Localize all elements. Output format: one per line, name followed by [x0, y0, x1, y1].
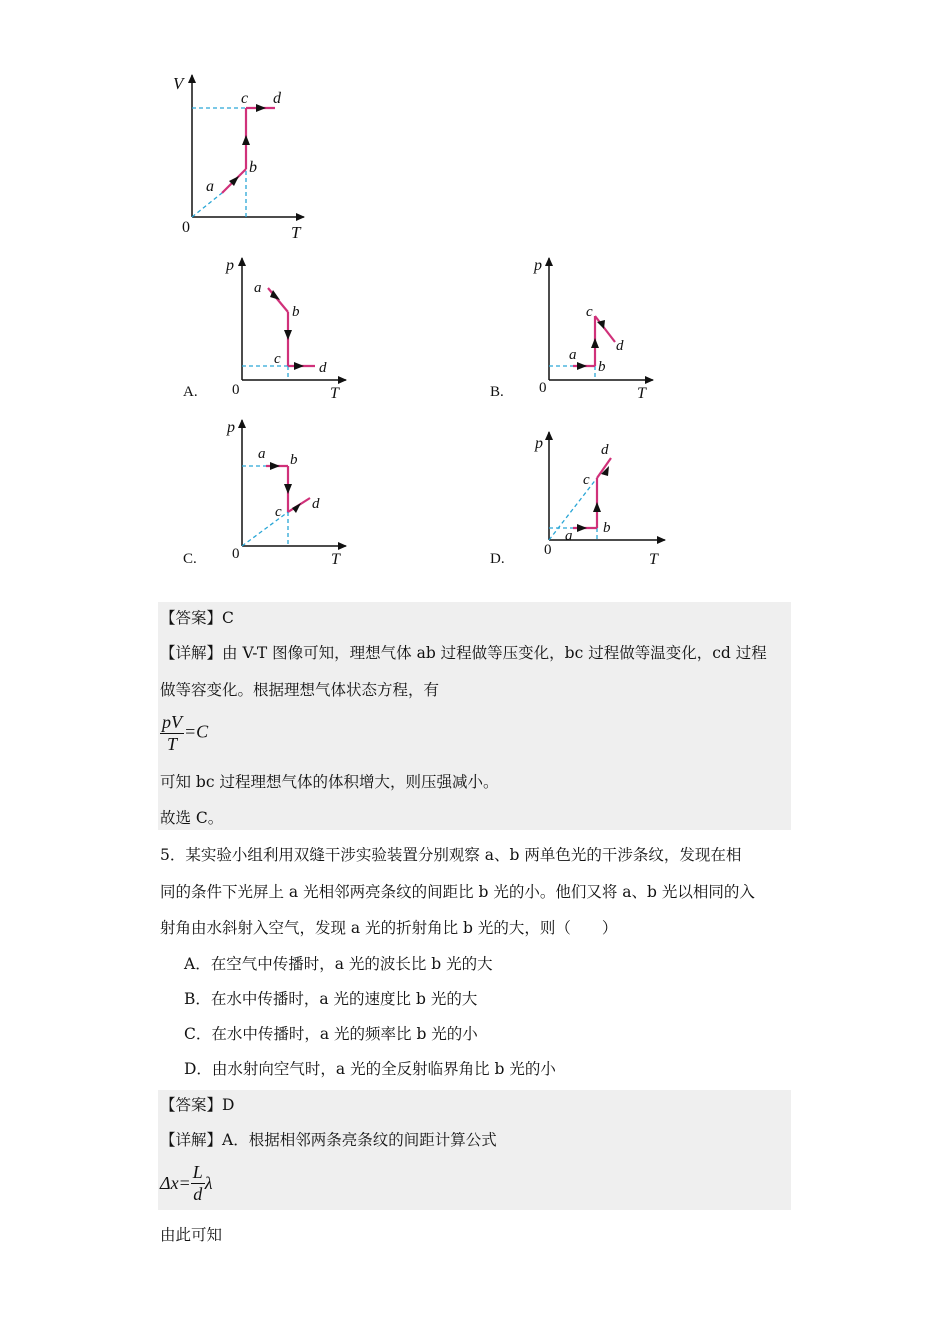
q5-answer-label: 【答案】 — [160, 1096, 223, 1114]
t-axis-label: T — [291, 223, 301, 242]
point-c-label: c — [241, 90, 249, 107]
q5-formula-numerator: L — [192, 1162, 203, 1182]
option-d-diagram — [527, 422, 672, 574]
arrow-bc — [242, 135, 250, 145]
arrow-bc — [593, 502, 601, 512]
t-axis-label: T — [649, 551, 658, 568]
dash-origin-a — [192, 193, 222, 217]
point-c-label: c — [586, 304, 593, 320]
q4-formula-rhs: =C — [184, 721, 209, 742]
arrow-ab — [270, 462, 280, 470]
point-b-label: b — [249, 159, 257, 176]
arrow-bc — [591, 338, 599, 348]
origin-label: 0 — [182, 219, 190, 236]
point-d-label: d — [273, 90, 281, 107]
p-axis-label: p — [226, 257, 234, 274]
process-ab — [268, 288, 288, 312]
arrow-cd — [292, 503, 301, 513]
dash-origin-c — [549, 478, 597, 540]
option-a-letter: A. — [183, 384, 198, 400]
q4-answer-label: 【答案】 — [160, 609, 223, 627]
q4-detail-line2: 做等容变化。根据理想气体状态方程，有 — [160, 681, 440, 699]
point-d-label: d — [319, 360, 327, 376]
origin-label: 0 — [544, 542, 552, 558]
q5-formula-lhs: Δx= — [160, 1173, 191, 1193]
q4-solution-box — [158, 602, 791, 830]
q4-detail-line1 — [160, 643, 767, 663]
process-cd — [597, 458, 611, 478]
q4-answer — [160, 608, 234, 628]
point-b-label: b — [598, 359, 606, 375]
q5-option-b: B．在水中传播时，a 光的速度比 b 光的大 — [184, 990, 478, 1008]
option-b-diagram — [527, 250, 667, 405]
t-axis-label: T — [331, 551, 340, 568]
q5-detail-label: 【详解】 — [160, 1131, 223, 1149]
origin-label: 0 — [232, 546, 240, 562]
v-axis-label: V — [173, 74, 184, 93]
point-c-label: c — [274, 351, 281, 367]
q5-option-c: C．在水中传播时，a 光的频率比 b 光的小 — [184, 1025, 478, 1043]
option-d-letter: D. — [490, 551, 505, 567]
p-axis-label: p — [534, 257, 542, 274]
q5-stem-line1: 5．某实验小组利用双缝干涉实验装置分别观察 a、b 两单色光的干涉条纹，发现在相 — [160, 846, 742, 864]
q5-formula — [160, 1162, 213, 1205]
vt-diagram — [160, 65, 320, 245]
p-axis-label: p — [227, 419, 235, 436]
q4-detail-text1: 由 V-T 图像可知，理想气体 ab 过程做等压变化，bc 过程做等温变化，cd 过程 — [222, 644, 767, 662]
q5-detail-text1: A．根据相邻两条亮条纹的间距计算公式 — [222, 1131, 497, 1149]
point-d-label: d — [312, 496, 320, 512]
arrow-bc — [284, 330, 292, 340]
point-a-label: a — [254, 280, 262, 296]
q5-formula-rhs: λ — [204, 1173, 213, 1193]
q4-answer-value: C — [222, 609, 234, 627]
origin-label: 0 — [539, 380, 547, 396]
arrow-cd — [294, 362, 304, 370]
q5-solution-box — [158, 1090, 791, 1210]
arrow-ab — [577, 524, 587, 532]
q4-formula-denominator: T — [166, 734, 177, 754]
option-b-letter: B. — [490, 384, 504, 400]
p-axis-label: p — [535, 435, 543, 452]
point-b-label: b — [292, 304, 300, 320]
q4-detail-label: 【详解】 — [160, 644, 223, 662]
option-c-letter: C. — [183, 551, 197, 567]
q5-formula-denominator: d — [193, 1184, 203, 1204]
q5-answer — [160, 1095, 234, 1115]
point-c-label: c — [583, 472, 590, 488]
point-a-label: a — [569, 347, 577, 363]
q5-detail-line2: 由此可知 — [160, 1226, 223, 1244]
point-d-label: d — [601, 442, 609, 458]
point-a-label: a — [258, 446, 266, 462]
q4-detail-line4: 故选 C。 — [160, 809, 224, 827]
point-b-label: b — [603, 520, 611, 536]
point-b-label: b — [290, 452, 298, 468]
point-a-label: a — [565, 528, 573, 544]
t-axis-label: T — [637, 385, 646, 402]
q5-stem-line2: 同的条件下光屏上 a 光相邻两亮条纹的间距比 b 光的小。他们又将 a、b 光以相同的入 — [160, 883, 755, 901]
q5-option-d: D．由水射向空气时，a 光的全反射临界角比 b 光的小 — [184, 1060, 556, 1078]
option-c-diagram — [220, 412, 360, 572]
process-cd — [595, 316, 615, 342]
q5-answer-value: D — [222, 1096, 235, 1114]
q4-detail-line3: 可知 bc 过程理想气体的体积增大，则压强减小。 — [160, 773, 499, 791]
q5-detail-line1 — [160, 1130, 497, 1150]
point-c-label: c — [275, 504, 282, 520]
origin-label: 0 — [232, 382, 240, 398]
q4-formula — [160, 712, 208, 755]
q5-option-a: A．在空气中传播时，a 光的波长比 b 光的大 — [184, 955, 493, 973]
point-a-label: a — [206, 178, 214, 195]
q5-stem-line3: 射角由水斜射入空气，发现 a 光的折射角比 b 光的大，则（ ） — [160, 919, 618, 937]
q4-formula-numerator: pV — [162, 712, 182, 732]
arrow-ab — [577, 362, 587, 370]
point-d-label: d — [616, 338, 624, 354]
option-a-diagram — [220, 250, 360, 405]
arrow-cd — [256, 104, 266, 112]
arrow-bc — [284, 484, 292, 494]
t-axis-label: T — [330, 385, 339, 402]
